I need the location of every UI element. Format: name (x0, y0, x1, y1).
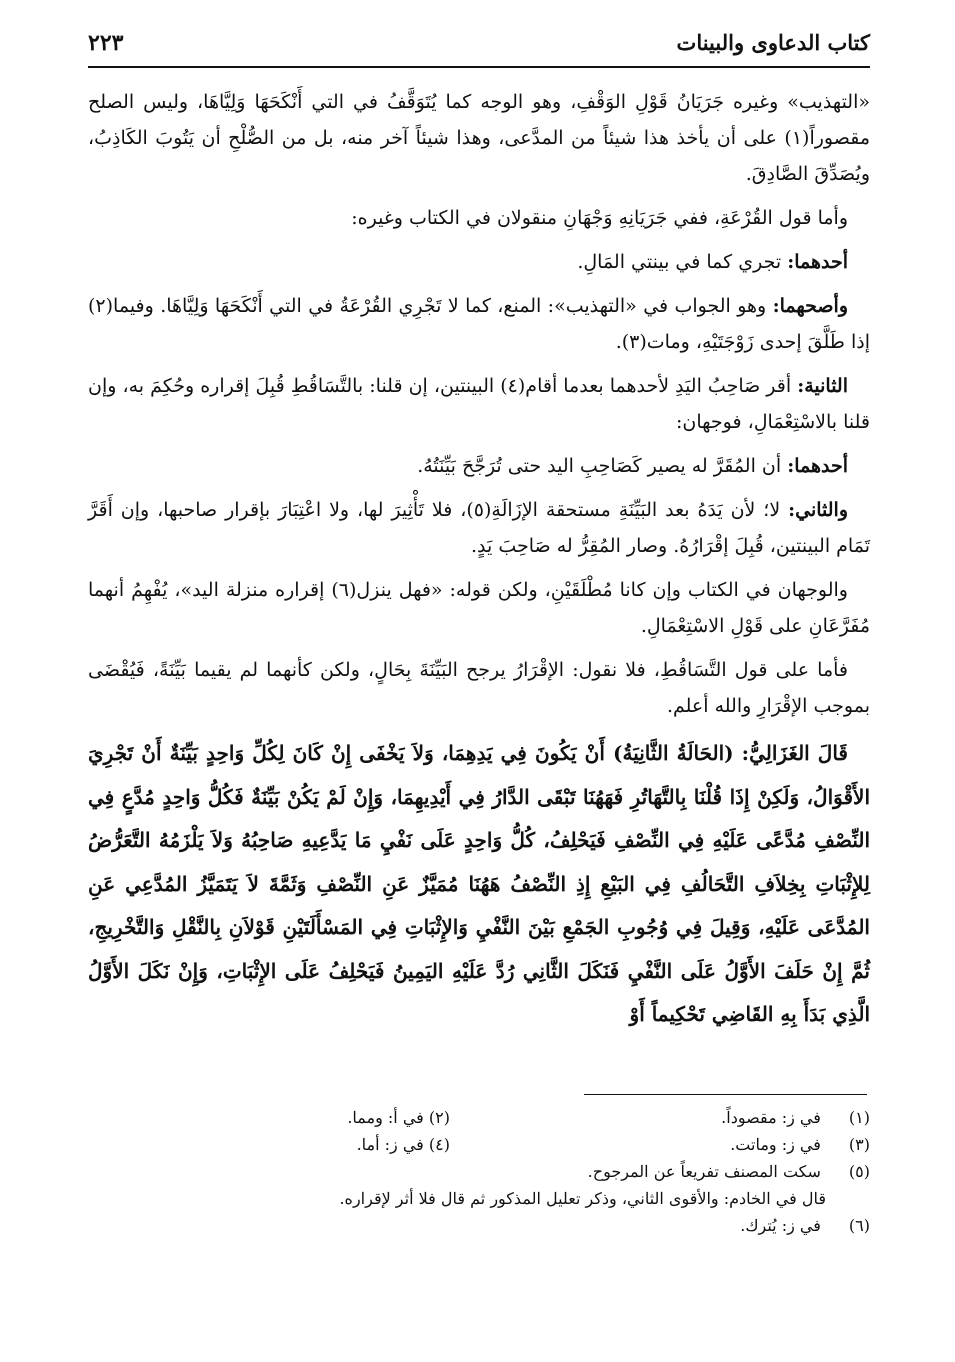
footnote (357, 1131, 450, 1158)
footnote (88, 1212, 870, 1239)
paragraph-text: تجري كما في بينتي المَالِ. (577, 251, 782, 273)
footnote-number: (٦) (848, 1216, 870, 1235)
paragraph-text: أن المُقَرَّ له يصير كَصَاحِبِ اليد حتى تُرَجَّحَ بَيِّنَتُهُ. (417, 455, 782, 477)
paragraph (88, 492, 870, 564)
footnote (88, 1158, 870, 1185)
footnotes (88, 1104, 870, 1239)
paragraph-text: أقر صَاحِبُ اليَدِ لأحدهما بعدما أقام(٤) البينتين، إن قلنا: بالتَّسَاقُطِ قُبِلَ إقراره وحُكِمَ به، وإن قلنا بالاسْتِعْمَالِ، فوجهان: (88, 375, 870, 433)
paragraph-label: والثاني: (788, 499, 848, 521)
paragraph (88, 652, 870, 724)
paragraph-label: الثانية: (797, 375, 848, 397)
header-title: كتاب الدعاوى والبينات (676, 30, 870, 55)
paragraph-text: لا؛ لأن يَدَهُ بعد البَيِّنَةِ مستحقة الإزَالَةِ(٥)، فلا تَأْثِيرَ لها، ولا اعْتِبَارَ بإقرار صاحبها، وإن أَقَرَّ تَمَام البينتين، قُبِلَ إقْرَارُهُ. وصار المُقِرُّ له صَاحِبَ يَدٍ. (88, 499, 870, 557)
footnote-number: (١) (848, 1108, 870, 1127)
paragraph-text: والوجهان في الكتاب وإن كانا مُطْلَقَيْنِ، ولكن قوله: «فهل ينزل(٦) إقراره منزلة اليد»، يُفْهِمُ أنهما مُفَرَّعَانِ على قَوْلِ الاسْتِعْمَالِ. (88, 579, 870, 637)
footnote-row (88, 1104, 870, 1131)
quote-text: قَالَ الغَزَالِيُّ: (الحَالَةُ الثَّانِيَةُ) أَنْ يَكُونَ فِي يَدِهِمَا، وَلاَ يَخْفَى إِنْ كَانَ لِكُلِّ وَاحِدٍ بَيِّنَةٌ أَنْ تَجْرِيَ الأَقْوَالُ، وَلَكِنْ إِذَا قُلْنَا بِالتَّهَاتُرِ فَهَهُنَا تَبْقَى الدَّارُ فِي أَيْدِيهِمَا، وَإِنْ لَمْ يَكُنْ بَيِّنَةٌ فَكُلُّ وَاحِدٍ مُدَّعٍ فِي النِّصْفِ مُدَّعًى عَلَيْهِ فِي النِّصْفِ فَيَحْلِفُ، كُلُّ وَاحِدٍ عَلَى نَفْيِ مَا يَدَّعِيهِ صَاحِبُهُ وَلاَ يَلْزَمُهُ التَّعَرُّضُ لِلإِثْبَاتِ بِخِلاَفِ التَّحَالُفِ فِي البَيْعِ إِذِ النِّصْفُ هَهُنَا مُمَيَّزٌ عَنِ النِّصْفِ وَثَمَّةَ لاَ يَتَمَيَّزُ المُدَّعِي عَنِ المُدَّعَى عَلَيْهِ، وَقِيلَ فِي وُجُوبِ الجَمْعِ بَيْنَ النَّفْيِ وَالإِثْبَاتِ فِي المَسْأَلَتَيْنِ قَوْلاَنِ بِالنَّقْلِ وَالتَّخْرِيجِ، ثُمَّ إِنْ حَلَفَ الأَوَّلُ عَلَى النَّفْيِ فَنَكَلَ الثَّانِي رُدَّ عَلَيْهِ اليَمِينُ فَيَحْلِفُ عَلَى الإِثْبَاتِ، وَإِنْ نَكَلَ الأَوَّلُ الَّذِي بَدَأَ بِهِ القَاضِي تَحْكِيماً أَوْ (88, 741, 870, 1026)
footnote-text: في ز: وماتت. (730, 1135, 821, 1154)
paragraph (88, 200, 870, 236)
paragraph (88, 84, 870, 192)
page-number: ٢٢٣ (88, 30, 124, 56)
paragraph-text: وأما قول القُرْعَةِ، ففي جَرَيَانِهِ وَجْهَانِ منقولان في الكتاب وغيره: (351, 207, 848, 229)
ghazali-quote (88, 732, 870, 1037)
footnote-rule (584, 1094, 867, 1095)
paragraph (88, 288, 870, 360)
footnote-text: في أ: ومما. (347, 1108, 424, 1127)
paragraph (88, 244, 870, 280)
paragraph-label: وأصحهما: (772, 295, 848, 317)
footnote (450, 1131, 870, 1158)
paragraph-text: «التهذيب» وغيره جَرَيَانُ قَوْلِ الوَقْفِ، وهو الوجه كما يُتَوَقَّفُ في التي أَنْكَحَهَا وَلِيَّاهَا، وليس الصلح مقصوراً(١) على أن يأخذ هذا شيئاً من المدَّعى، وهذا شيئاً آخر منه، بل من الصُّلْحِ أن يَتُوبَ الكَاذِبُ، ويُصَدِّقَ الصَّادِقَ. (88, 91, 870, 185)
footnote-number: (٤) (428, 1135, 450, 1154)
footnote (450, 1104, 870, 1131)
paragraph (88, 572, 870, 644)
header-rule (88, 66, 870, 68)
footnote-text: سكت المصنف تفريعاً عن المرجوح. (587, 1162, 821, 1181)
body-text (88, 84, 870, 1045)
paragraph-label: أحدهما: (787, 251, 848, 273)
running-header (88, 30, 870, 64)
footnote-text: في ز: يُترك. (740, 1216, 821, 1235)
footnote-number: (٣) (848, 1135, 870, 1154)
footnote-number: (٢) (428, 1108, 450, 1127)
footnote-row (88, 1131, 870, 1158)
footnote-continuation: قال في الخادم: والأقوى الثاني، وذكر تعليل المذكور ثم قال فلا أثر لإقراره. (339, 1189, 826, 1208)
paragraph-label: أحدهما: (787, 455, 848, 477)
footnote-text: في ز: مقصوداً. (721, 1108, 821, 1127)
paragraph (88, 448, 870, 484)
footnote-number: (٥) (848, 1162, 870, 1181)
footnote (347, 1104, 450, 1131)
paragraph-text: فأما على قول التَّسَاقُطِ، فلا نقول: الإقْرَارُ يرجح البَيِّنَةَ بِحَالٍ، ولكن كأنهما لم يقيما بَيِّنَةً، فَيُقْضَى بموجب الإقْرَارِ والله أعلم. (88, 659, 870, 717)
footnote-text: في ز: أما. (356, 1135, 424, 1154)
paragraph-text: وهو الجواب في «التهذيب»: المنع، كما لا تَجْرِي القُرْعَةُ في التي أَنْكَحَهَا وَلِيَّاهَا. وفيما(٢) إذا طَلَّقَ إحدى زَوْجَتَيْهِ، ومات(٣). (88, 295, 870, 353)
paragraph (88, 368, 870, 440)
